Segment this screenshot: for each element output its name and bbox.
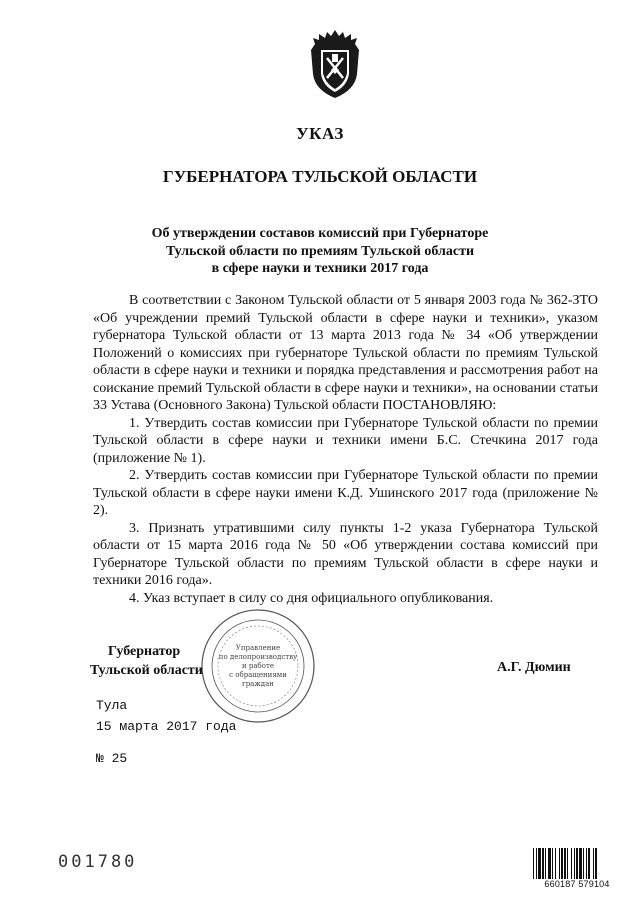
barcode-number: 660187 579104 [532,879,622,889]
document-body [93,292,598,607]
heading-line: Тульской области по премиям Тульской области [165,243,475,259]
signatory-name: А.Г. Дюмин [497,660,571,675]
stamp-line: Управление [235,644,281,652]
clause-4: 4. Указ вступает в силу со дня официального опубликования. [129,590,494,606]
signatory-title [90,642,203,680]
clause-1: 1. Утвердить состав комиссии при Губернаторе Тульской области по премии Тульской области в сфере науки и техники имени Б.С. Стечкина 2017 года (приложение № 1). [93,415,598,466]
stamp-line: граждан [242,680,274,688]
serial-number: 001780 [58,852,138,872]
clause-2: 2. Утвердить состав комиссии при Губернаторе Тульской области по премии Тульской области в сфере науки имени К.Д. Ушинского 2017 года (приложение № 2). [93,468,598,518]
heading-line: Об утверждении составов комиссий при Губернаторе [151,226,489,241]
document-heading [100,225,540,278]
signatory-title-line: Губернатор [108,644,181,659]
issue-place: Тула [96,698,128,713]
office-stamp [198,606,318,726]
document-issuer: ГУБЕРНАТОРА ТУЛЬСКОЙ ОБЛАСТИ [162,167,478,186]
clause-3: 3. Признать утратившими силу пункты 1-2 указа Губернатора Тульской области от 15 марта 2016 года № 50 «Об утверждении состава комиссий при Губернаторе Тульской области по премиям Тульской области в сфере науки и техники 2016 года». [93,520,598,588]
preamble-paragraph: В соответствии с Законом Тульской области от 5 января 2003 года № 362-ЗТО «Об учреждении премий Тульской области в сфере науки и техники», указом губернатора Тульской области от 13 марта 2013 года № 34 «Об утверждении Положений о комиссиях при губернаторе Тульской области по премиям Тульской области в сфере науки и техники и порядка представления и рассмотрения работ на соискание премий Тульской области в сфере науки и техники», на основании статьи 33 Устава (Основного Закона) Тульской области ПОСТАНОВЛЯЮ: [93,293,598,413]
stamp-line: по делопроизводству [218,653,298,661]
stamp-line: с обращениями [229,671,287,679]
stamp-line: и работе [242,662,274,670]
signatory-title-line: Тульской области [90,663,203,678]
document-title: УКАЗ [296,124,344,143]
document-number: № 25 [96,751,128,766]
tula-coat-of-arms-emblem [299,28,371,100]
issue-date: 15 марта 2017 года [96,719,237,734]
heading-line: в сфере науки и техники 2017 года [211,261,429,276]
